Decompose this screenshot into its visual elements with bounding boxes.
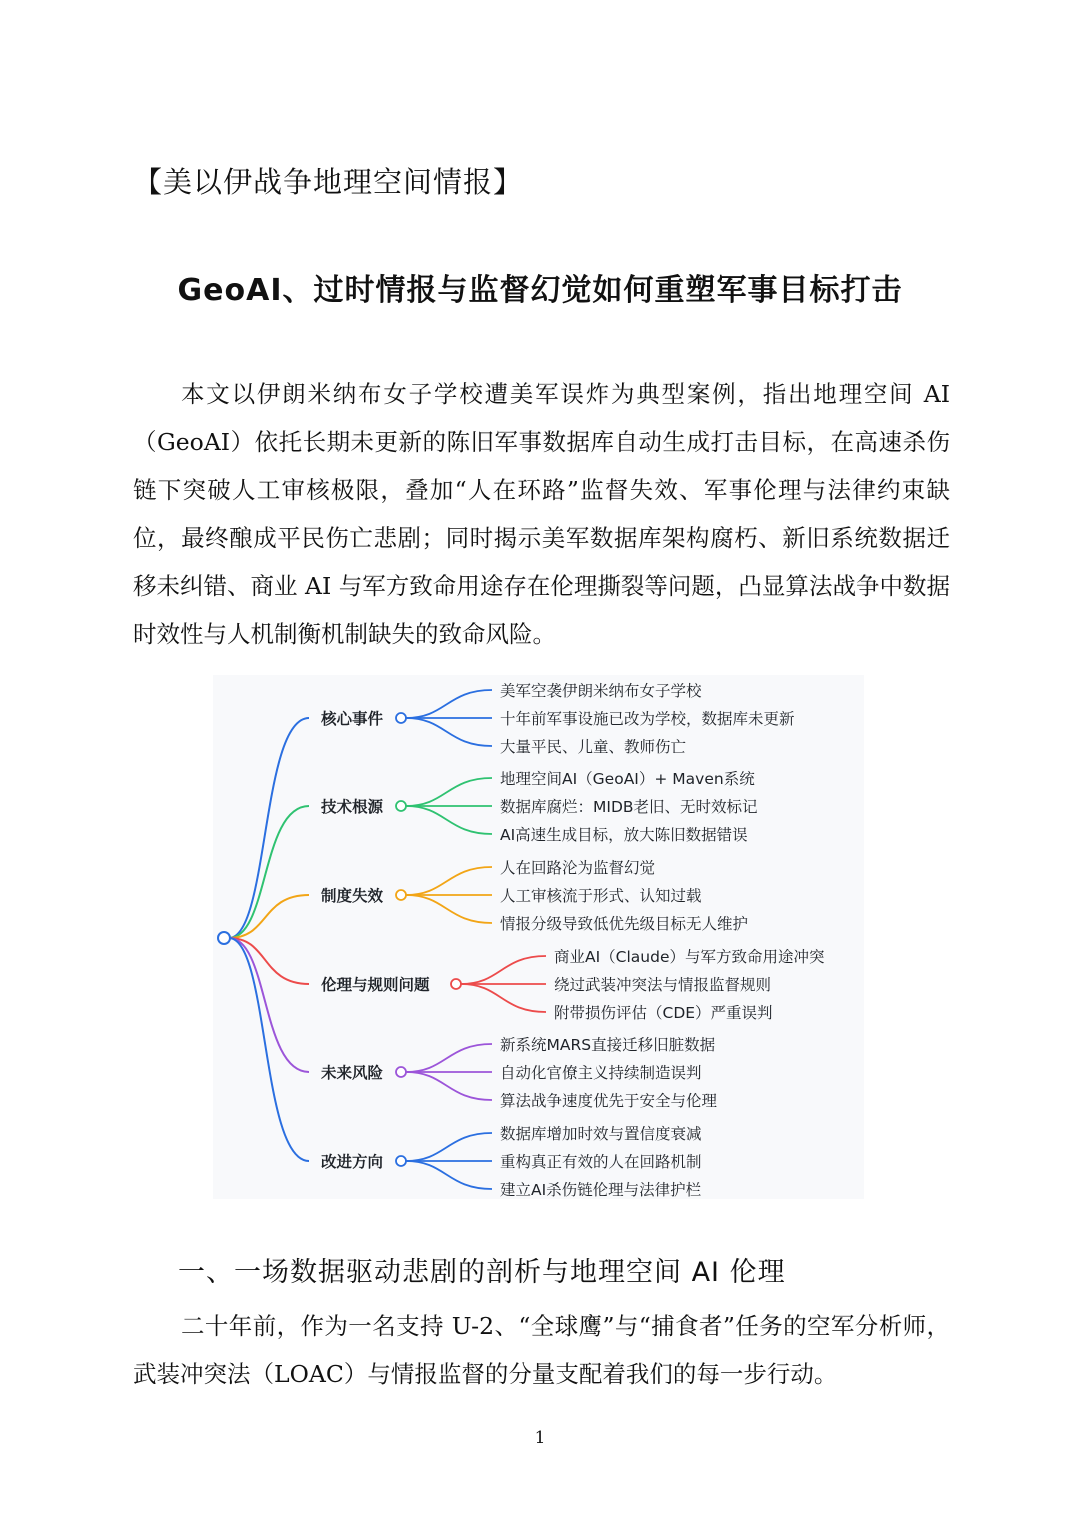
category-node-icon [451,979,461,989]
leaf-branch [461,956,546,984]
root-branch-0 [229,718,309,938]
mind-map-leaf: 建立AI杀伤链伦理与法律护栏 [500,1181,702,1199]
section-heading: 一、一场数据驱动悲剧的剖析与地理空间 AI 伦理 [178,1257,786,1288]
leaf-branch [406,690,492,718]
mind-map-leaf: 人在回路沦为监督幻觉 [500,859,656,877]
leaf-branch [406,867,492,895]
leaf-branch [406,1161,492,1189]
category-node-icon [396,1067,406,1077]
mind-map-leaf: 地理空间AI（GeoAI）+ Maven系统 [500,770,755,788]
mind-map-leaf: 自动化官僚主义持续制造误判 [500,1064,702,1082]
abstract-paragraph: 本文以伊朗米纳布女子学校遭美军误炸为典型案例，指出地理空间 AI（GeoAI）依托长期未更新的陈旧军事数据库自动生成打击目标，在高速杀伤链下突破人工审核极限，叠加“人在环路”监督失效、军事伦理与法律约束缺位，最终酿成平民伤亡悲剧；同时揭示美军数据库架构腐朽、新旧系统数据迁移未纠错、商业 AI 与军方致命用途存在伦理撕裂等问题，凸显算法战争中数据时效性与人机制衡机制缺失的致命风险。 [133,380,950,648]
mind-map-category: 技术根源 [321,798,384,816]
mind-map-figure [213,675,864,1199]
leaf-branch [406,718,492,746]
mind-map-category: 改进方向 [321,1153,384,1171]
leaf-branch [406,1133,492,1161]
mind-map-leaf: 附带损伤评估（CDE）严重误判 [554,1004,773,1022]
leaf-branch [406,1072,492,1100]
leaf-branch [406,806,492,834]
mind-map-leaf: 大量平民、儿童、教师伤亡 [500,738,687,756]
category-node-icon [396,1156,406,1166]
leaf-branch [461,984,546,1012]
category-node-icon [396,713,406,723]
series-title: 【美以伊战争地理空间情报】 [133,165,524,199]
mind-map-leaf: 新系统MARS直接迁移旧脏数据 [500,1036,716,1054]
root-branch-1 [229,806,309,938]
mind-map-category: 未来风险 [321,1064,384,1082]
mind-map-leaf: 十年前军事设施已改为学校，数据库未更新 [500,710,795,728]
leaf-branch [406,895,492,923]
mind-map-category: 伦理与规则问题 [321,976,430,994]
mind-map-category: 制度失效 [321,887,384,905]
root-branch-5 [229,938,309,1161]
root-node-icon [218,932,230,944]
leaf-branch [406,1044,492,1072]
document-title: GeoAI、过时情报与监督幻觉如何重塑军事目标打击 [177,273,903,308]
category-node-icon [396,890,406,900]
mind-map-leaf: AI高速生成目标，放大陈旧数据错误 [500,826,748,844]
page-number: 1 [534,1428,546,1448]
mind-map-leaf: 算法战争速度优先于安全与伦理 [500,1092,718,1110]
mind-map-leaf: 美军空袭伊朗米纳布女子学校 [500,682,702,700]
body-paragraph: 二十年前，作为一名支持 U-2、“全球鹰”与“捕食者”任务的空军分析师，武装冲突法（LOAC）与情报监督的分量支配着我们的每一步行动。 [133,1312,950,1388]
category-node-icon [396,801,406,811]
mind-map-leaf: 绕过武装冲突法与情报监督规则 [554,976,772,994]
mind-map-category: 核心事件 [321,710,384,728]
mind-map-leaf: 重构真正有效的人在回路机制 [500,1153,702,1171]
mind-map-leaf: 情报分级导致低优先级目标无人维护 [500,915,749,933]
root-branch-2 [229,895,309,938]
mind-map-leaf: 数据库腐烂：MIDB老旧、无时效标记 [500,798,758,816]
mind-map-leaf: 人工审核流于形式、认知过载 [500,887,702,905]
mind-map-leaf: 商业AI（Claude）与军方致命用途冲突 [554,948,825,966]
root-branch-4 [229,938,309,1072]
leaf-branch [406,778,492,806]
mind-map-leaf: 数据库增加时效与置信度衰减 [500,1125,702,1143]
